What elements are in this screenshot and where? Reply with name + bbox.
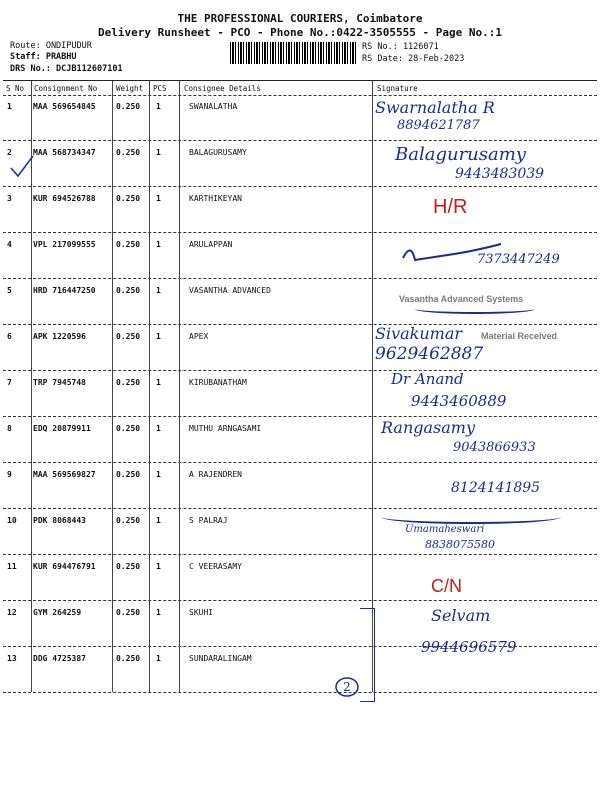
rs-date: RS Date: 28-Feb-2023	[362, 54, 465, 64]
handwritten-phone: 8124141895	[451, 480, 541, 496]
row-weight: 0.250	[116, 562, 141, 571]
signature-cell	[375, 140, 597, 186]
row-consignment: EDQ 20879911	[33, 424, 91, 433]
signature-text: Sivakumar	[375, 324, 463, 343]
circled-number-annotation	[334, 676, 360, 698]
staff-label: Staff: PRABHU	[10, 52, 77, 62]
table-row	[3, 186, 597, 233]
table-row	[3, 638, 597, 693]
signature-text: Selvam	[431, 606, 491, 625]
row-sno: 10	[7, 516, 17, 525]
signature-scribble	[415, 304, 535, 314]
table-row	[3, 94, 597, 141]
handwritten-phone: 8894621787	[397, 118, 480, 133]
circled-number-text: 2	[343, 680, 351, 694]
row-consignee: A RAJENDREN	[189, 470, 242, 479]
route-label: Route: ONDIPUDUR	[10, 41, 92, 51]
signature-cell	[375, 554, 597, 600]
row-sno: 12	[7, 608, 17, 617]
row-pcs: 1	[156, 562, 161, 571]
signature-text: Balagurusamy	[395, 144, 526, 165]
row-pcs: 1	[156, 240, 161, 249]
signature-cell	[375, 638, 597, 692]
row-weight: 0.250	[116, 240, 141, 249]
row-sno: 9	[7, 470, 12, 479]
row-pcs: 1	[156, 608, 161, 617]
signature-scribble	[381, 510, 561, 524]
header-consignment: Consignment No	[34, 84, 98, 93]
check-mark-icon	[9, 154, 35, 180]
row-consignment: MAA 569654845	[33, 102, 96, 111]
row-consignee: BALAGURUSAMY	[189, 148, 247, 157]
signature-cell	[375, 278, 597, 324]
row-consignment: VPL 217099555	[33, 240, 96, 249]
signature-text: C/N	[431, 576, 462, 596]
row-weight: 0.250	[116, 608, 141, 617]
row-sno: 11	[7, 562, 17, 571]
table-row	[3, 554, 597, 601]
row-consignment: MAA 569569827	[33, 470, 96, 479]
table-row	[3, 508, 597, 555]
handwritten-phone: 9443460889	[411, 392, 507, 410]
document-subtitle: Delivery Runsheet - PCO - Phone No.:0422-3505555 - Page No.:1	[98, 26, 502, 39]
signature-cell	[375, 416, 597, 462]
signature-cell	[375, 370, 597, 416]
document-title: THE PROFESSIONAL COURIERS, Coimbatore	[177, 12, 423, 25]
row-consignment: APK 1220596	[33, 332, 86, 341]
row-pcs: 1	[156, 378, 161, 387]
row-weight: 0.250	[116, 286, 141, 295]
row-consignee: SUNDARALINGAM	[189, 654, 252, 663]
row-weight: 0.250	[116, 470, 141, 479]
row-consignee: S PALRAJ	[189, 516, 228, 525]
row-consignee: C VEERASAMY	[189, 562, 242, 571]
row-weight: 0.250	[116, 332, 141, 341]
handwritten-phone: 9043866933	[453, 440, 536, 455]
row-pcs: 1	[156, 194, 161, 203]
row-sno: 4	[7, 240, 12, 249]
row-weight: 0.250	[116, 424, 141, 433]
row-consignee: MUTHU ARNGASAMI	[189, 424, 262, 433]
row-consignment: PDK 8068443	[33, 516, 86, 525]
signature-cell	[375, 94, 597, 140]
table-row	[3, 278, 597, 325]
drs-number: DRS No.: DCJB112607101	[10, 64, 123, 74]
barcode	[230, 42, 356, 64]
row-weight: 0.250	[116, 516, 141, 525]
row-sno: 2	[7, 148, 12, 157]
signature-text: H/R	[433, 196, 468, 218]
header-signature: Signature	[377, 84, 418, 93]
row-weight: 0.250	[116, 102, 141, 111]
row-sno: 8	[7, 424, 12, 433]
table-row	[3, 324, 597, 371]
signature-cell	[375, 186, 597, 232]
row-consignee: SKUHI	[189, 608, 214, 617]
row-sno: 7	[7, 378, 12, 387]
signature-cell	[375, 232, 597, 278]
grouping-bracket	[360, 608, 375, 702]
row-pcs: 1	[156, 516, 161, 525]
row-weight: 0.250	[116, 378, 141, 387]
row-consignee: ARULAPPAN	[189, 240, 233, 249]
row-consignment: MAA 568734347	[33, 148, 96, 157]
signature-text: Swarnalatha R	[375, 98, 495, 117]
header-consignee: Consignee Details	[184, 84, 261, 93]
handwritten-phone: 8838075580	[425, 538, 495, 551]
row-weight: 0.250	[116, 194, 141, 203]
row-consignment: TRP 7945748	[33, 378, 86, 387]
row-pcs: 1	[156, 424, 161, 433]
company-stamp: Vasantha Advanced Systems	[399, 294, 524, 304]
handwritten-phone: 9944696579	[421, 638, 517, 656]
row-consignee: KARTHIKEYAN	[189, 194, 242, 203]
signature-cell	[375, 508, 597, 554]
row-weight: 0.250	[116, 654, 141, 663]
signature-text: Umamaheswari	[405, 524, 485, 535]
header-sno: S No	[6, 84, 25, 93]
header-pcs: PCS	[153, 84, 167, 93]
rs-number: RS No.: 1126071	[362, 42, 439, 52]
row-consignment: KUR 694526788	[33, 194, 96, 203]
row-consignee: SWANALATHA	[189, 102, 238, 111]
row-consignment: HRD 716447250	[33, 286, 96, 295]
table-row	[3, 370, 597, 417]
row-consignment: DDG 4725387	[33, 654, 86, 663]
row-sno: 3	[7, 194, 12, 203]
table-row	[3, 416, 597, 463]
table-row	[3, 140, 597, 187]
row-consignment: GYM 264259	[33, 608, 82, 617]
material-received-stamp: Material Received	[481, 331, 558, 341]
row-pcs: 1	[156, 470, 161, 479]
handwritten-phone: 7373447249	[477, 252, 560, 267]
row-sno: 6	[7, 332, 12, 341]
row-pcs: 1	[156, 654, 161, 663]
row-pcs: 1	[156, 148, 161, 157]
signature-text: Dr Anand	[391, 370, 464, 388]
row-consignment: KUR 694476791	[33, 562, 96, 571]
row-pcs: 1	[156, 332, 161, 341]
signature-cell	[375, 324, 597, 370]
row-consignee: VASANTHA ADVANCED	[189, 286, 271, 295]
signature-text: Rangasamy	[381, 418, 475, 437]
header-weight: Weight	[116, 84, 144, 93]
row-sno: 13	[7, 654, 17, 663]
table-row	[3, 462, 597, 509]
row-pcs: 1	[156, 102, 161, 111]
handwritten-phone: 9443483039	[455, 166, 545, 182]
row-pcs: 1	[156, 286, 161, 295]
signature-cell	[375, 462, 597, 508]
table-row	[3, 232, 597, 279]
row-weight: 0.250	[116, 148, 141, 157]
row-sno: 1	[7, 102, 12, 111]
row-sno: 5	[7, 286, 12, 295]
handwritten-phone: 9629462887	[375, 344, 484, 364]
row-consignee: APEX	[189, 332, 209, 341]
row-consignee: KIRUBANATHAM	[189, 378, 247, 387]
